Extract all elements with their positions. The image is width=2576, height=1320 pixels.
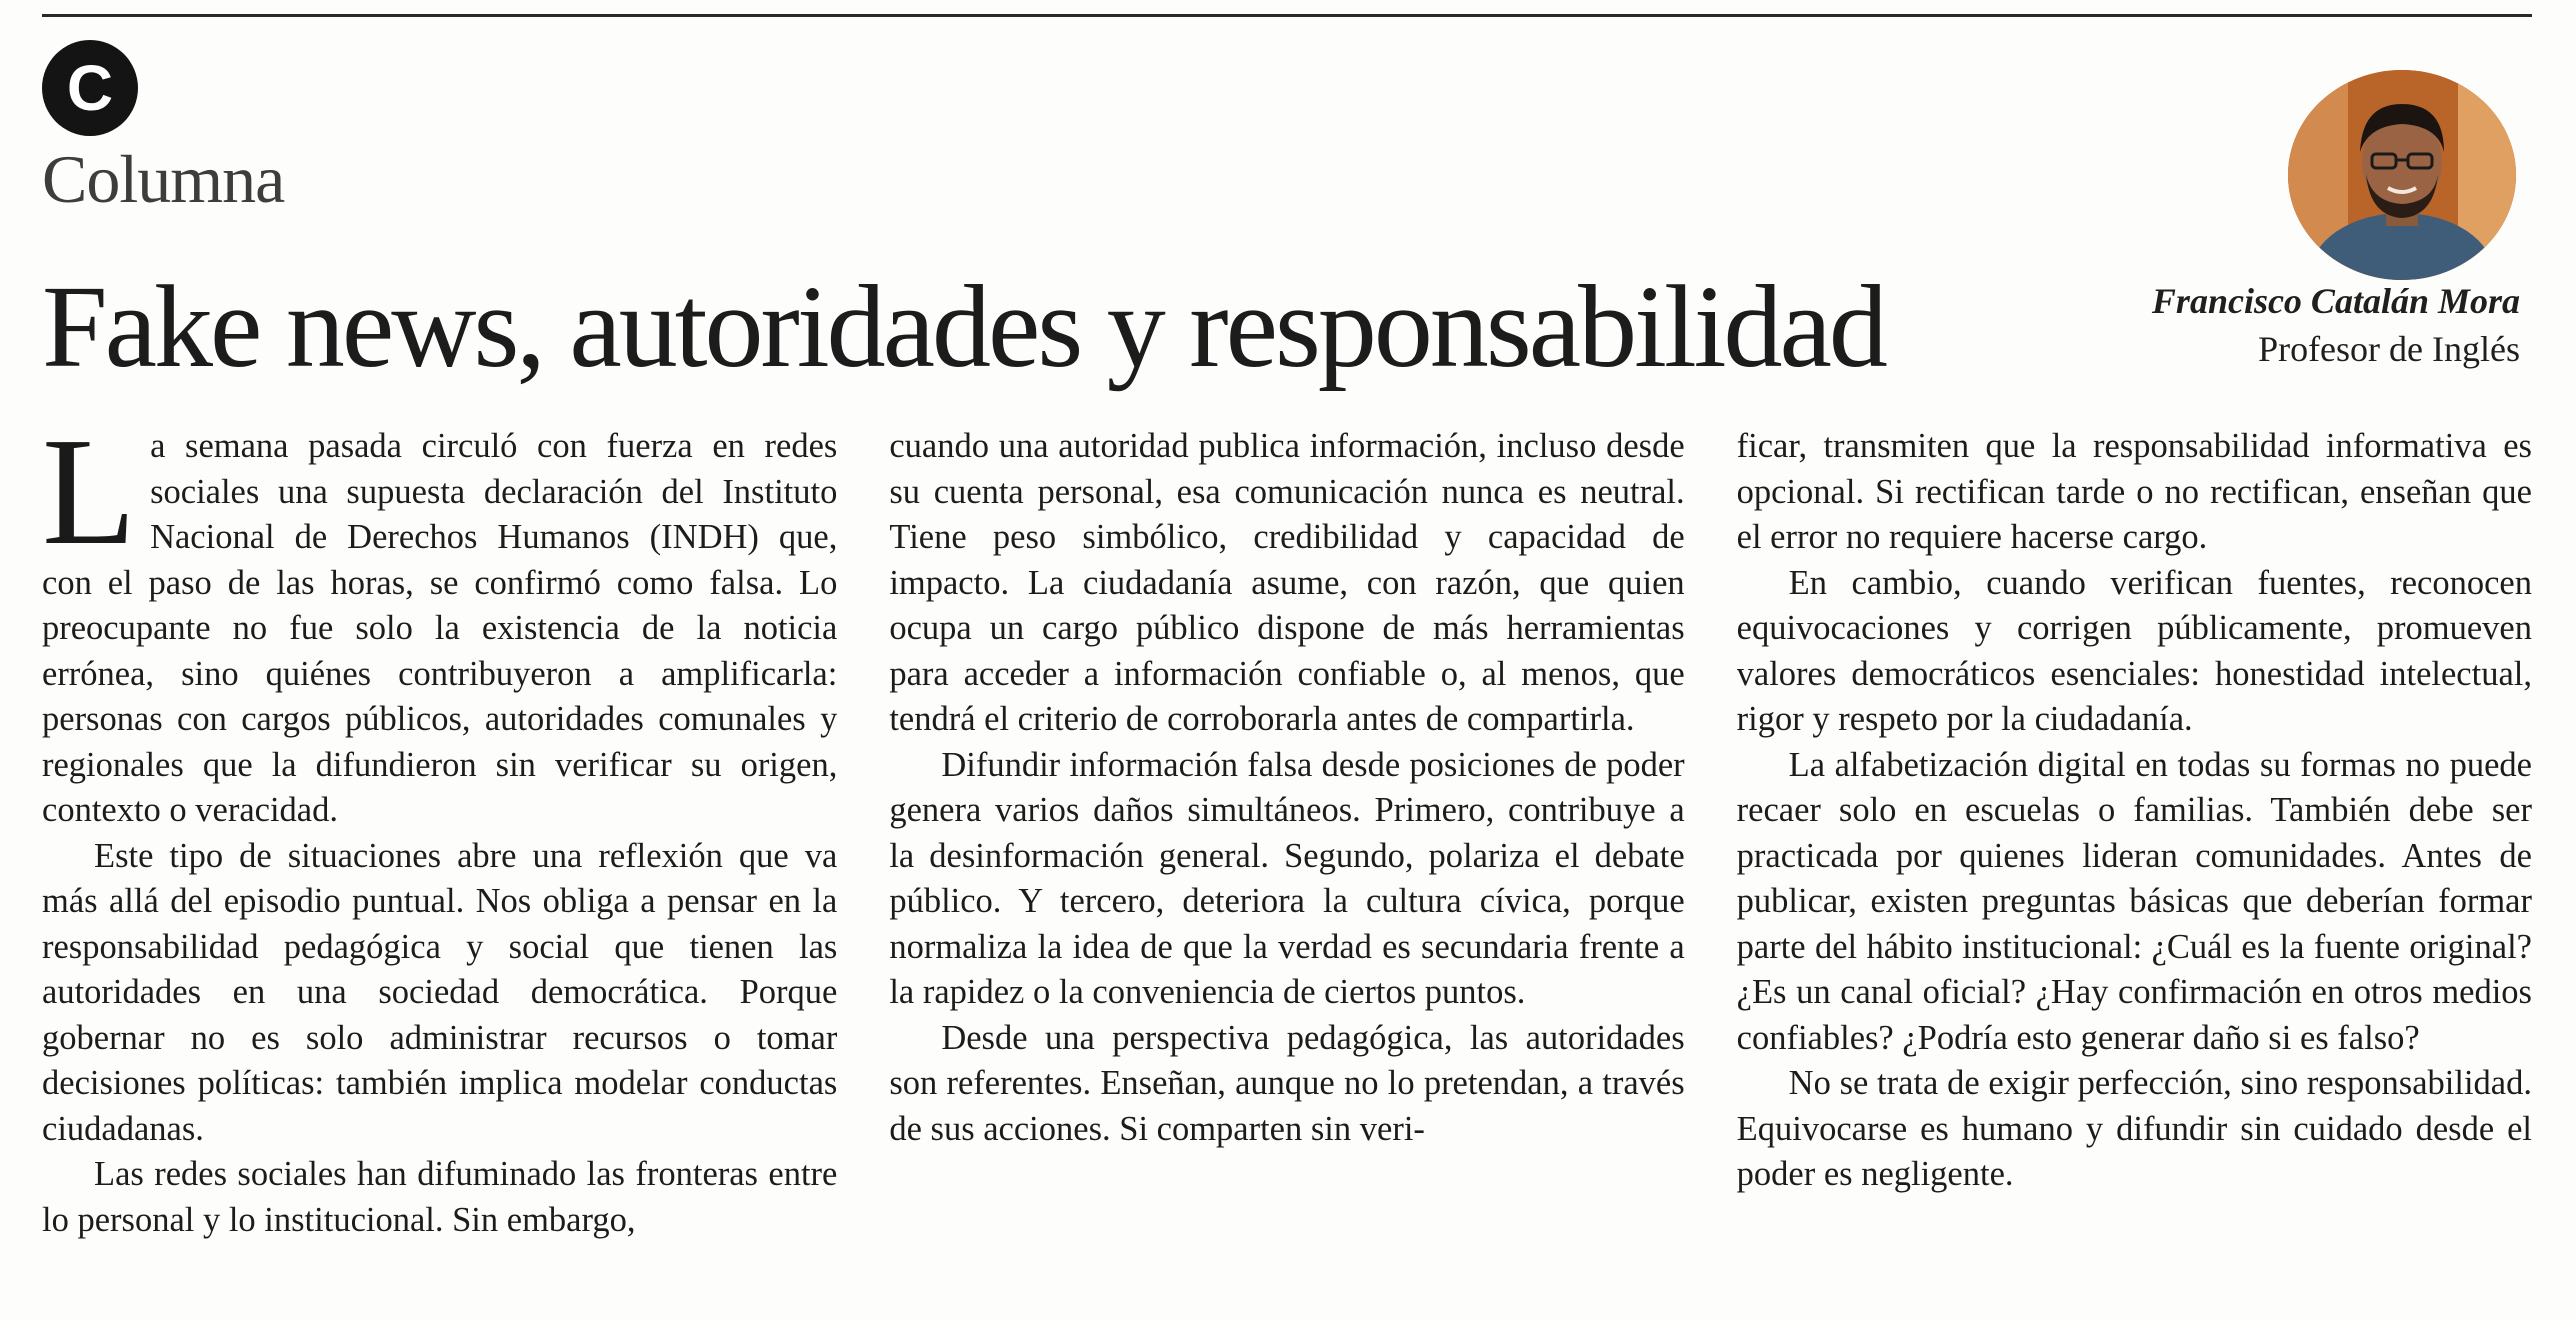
article-body: [42, 424, 2532, 1304]
section-badge-letter: C: [66, 52, 114, 124]
article-column-1: [42, 424, 837, 1304]
paragraph: No se trata de exigir perfección, sino responsabilidad. Equivocarse es humano y difundir sin cuidado desde el poder es negligente.: [1736, 1064, 2532, 1193]
author-portrait-image: [2288, 70, 2516, 280]
headline: Fake news, autoridades y responsabilidad: [42, 261, 1885, 392]
author-name: Francisco Catalán Mora: [2151, 281, 2520, 321]
paragraph: Las redes sociales han difuminado las fronteras entre lo personal y lo institucional. Sin embargo,: [42, 1155, 838, 1239]
paragraph: Difundir información falsa desde posiciones de poder genera varios daños simultáneos. Primero, contribuye a la desinformación general. Segundo, polariza el debate público. Y tercero, deteriora la cultura cívica, porque normaliza la idea de que la verdad es secundaria frente a la rapidez o la conveniencia de ciertos puntos.: [889, 745, 1685, 1011]
author-photo: [2288, 70, 2516, 280]
drop-cap: L: [42, 424, 137, 577]
paragraph: En cambio, cuando verifican fuentes, reconocen equivocaciones y corrigen públicamente, promueven valores democráticos esenciales: honestidad intelectual, rigor y respeto por la ciudadanía.: [1736, 563, 2532, 738]
paragraph: [42, 424, 837, 834]
section-badge: [42, 40, 138, 136]
paragraph: La alfabetización digital en todas su formas no puede recaer solo en escuelas o familias. También debe ser practicada por quienes lideran comunidades. Antes de publicar, existen preguntas básicas que deberían formar parte del hábito institucional: ¿Cuál es la fuente original? ¿Es un canal oficial? ¿Hay confirmación en otros medios confiables? ¿Podría esto generar daño si es falso?: [1736, 745, 2532, 1057]
author-role: Profesor de Inglés: [2258, 329, 2520, 369]
paragraph-text: a semana pasada circuló con fuerza en redes sociales una supuesta declaración del Instituto Nacional de Derechos Humanos (INDH) que, con el paso de las horas, se confirmó como falsa. Lo preocupante no fue solo la existencia de la noticia errónea, sino quiénes contribuyeron a amplificarla: personas con cargos públicos, autoridades comunales y regionales que la difundieron sin verificar su origen, contexto o veracidad.: [42, 427, 838, 829]
section-label: Columna: [42, 141, 285, 217]
top-rule: [42, 14, 2532, 17]
paragraph: cuando una autoridad publica información, incluso desde su cuenta personal, esa comunicación nunca es neutral. Tiene peso simbólico, credibilidad y capacidad de impacto. La ciudadanía asume, con razón, que quien ocupa un cargo público dispone de más herramientas para acceder a información confiable o, al menos, que tendrá el criterio de corroborarla antes de compartirla.: [889, 427, 1685, 738]
article-column-3: [1737, 424, 2532, 1304]
paragraph: Desde una perspectiva pedagógica, las autoridades son referentes. Enseñan, aunque no lo pretendan, a través de sus acciones. Si comparten sin veri-: [889, 1018, 1685, 1148]
paragraph: Este tipo de situaciones abre una reflexión que va más allá del episodio puntual. Nos obliga a pensar en la responsabilidad pedagógica y social que tienen las autoridades en una sociedad democrática. Porque gobernar no es solo administrar recursos o tomar decisiones políticas: también implica modelar conductas ciudadanas.: [42, 836, 838, 1148]
article-column-2: [889, 424, 1684, 1304]
paragraph: ficar, transmiten que la responsabilidad informativa es opcional. Si rectifican tarde o no rectifican, enseñan que el error no requiere hacerse cargo.: [1736, 427, 2532, 556]
